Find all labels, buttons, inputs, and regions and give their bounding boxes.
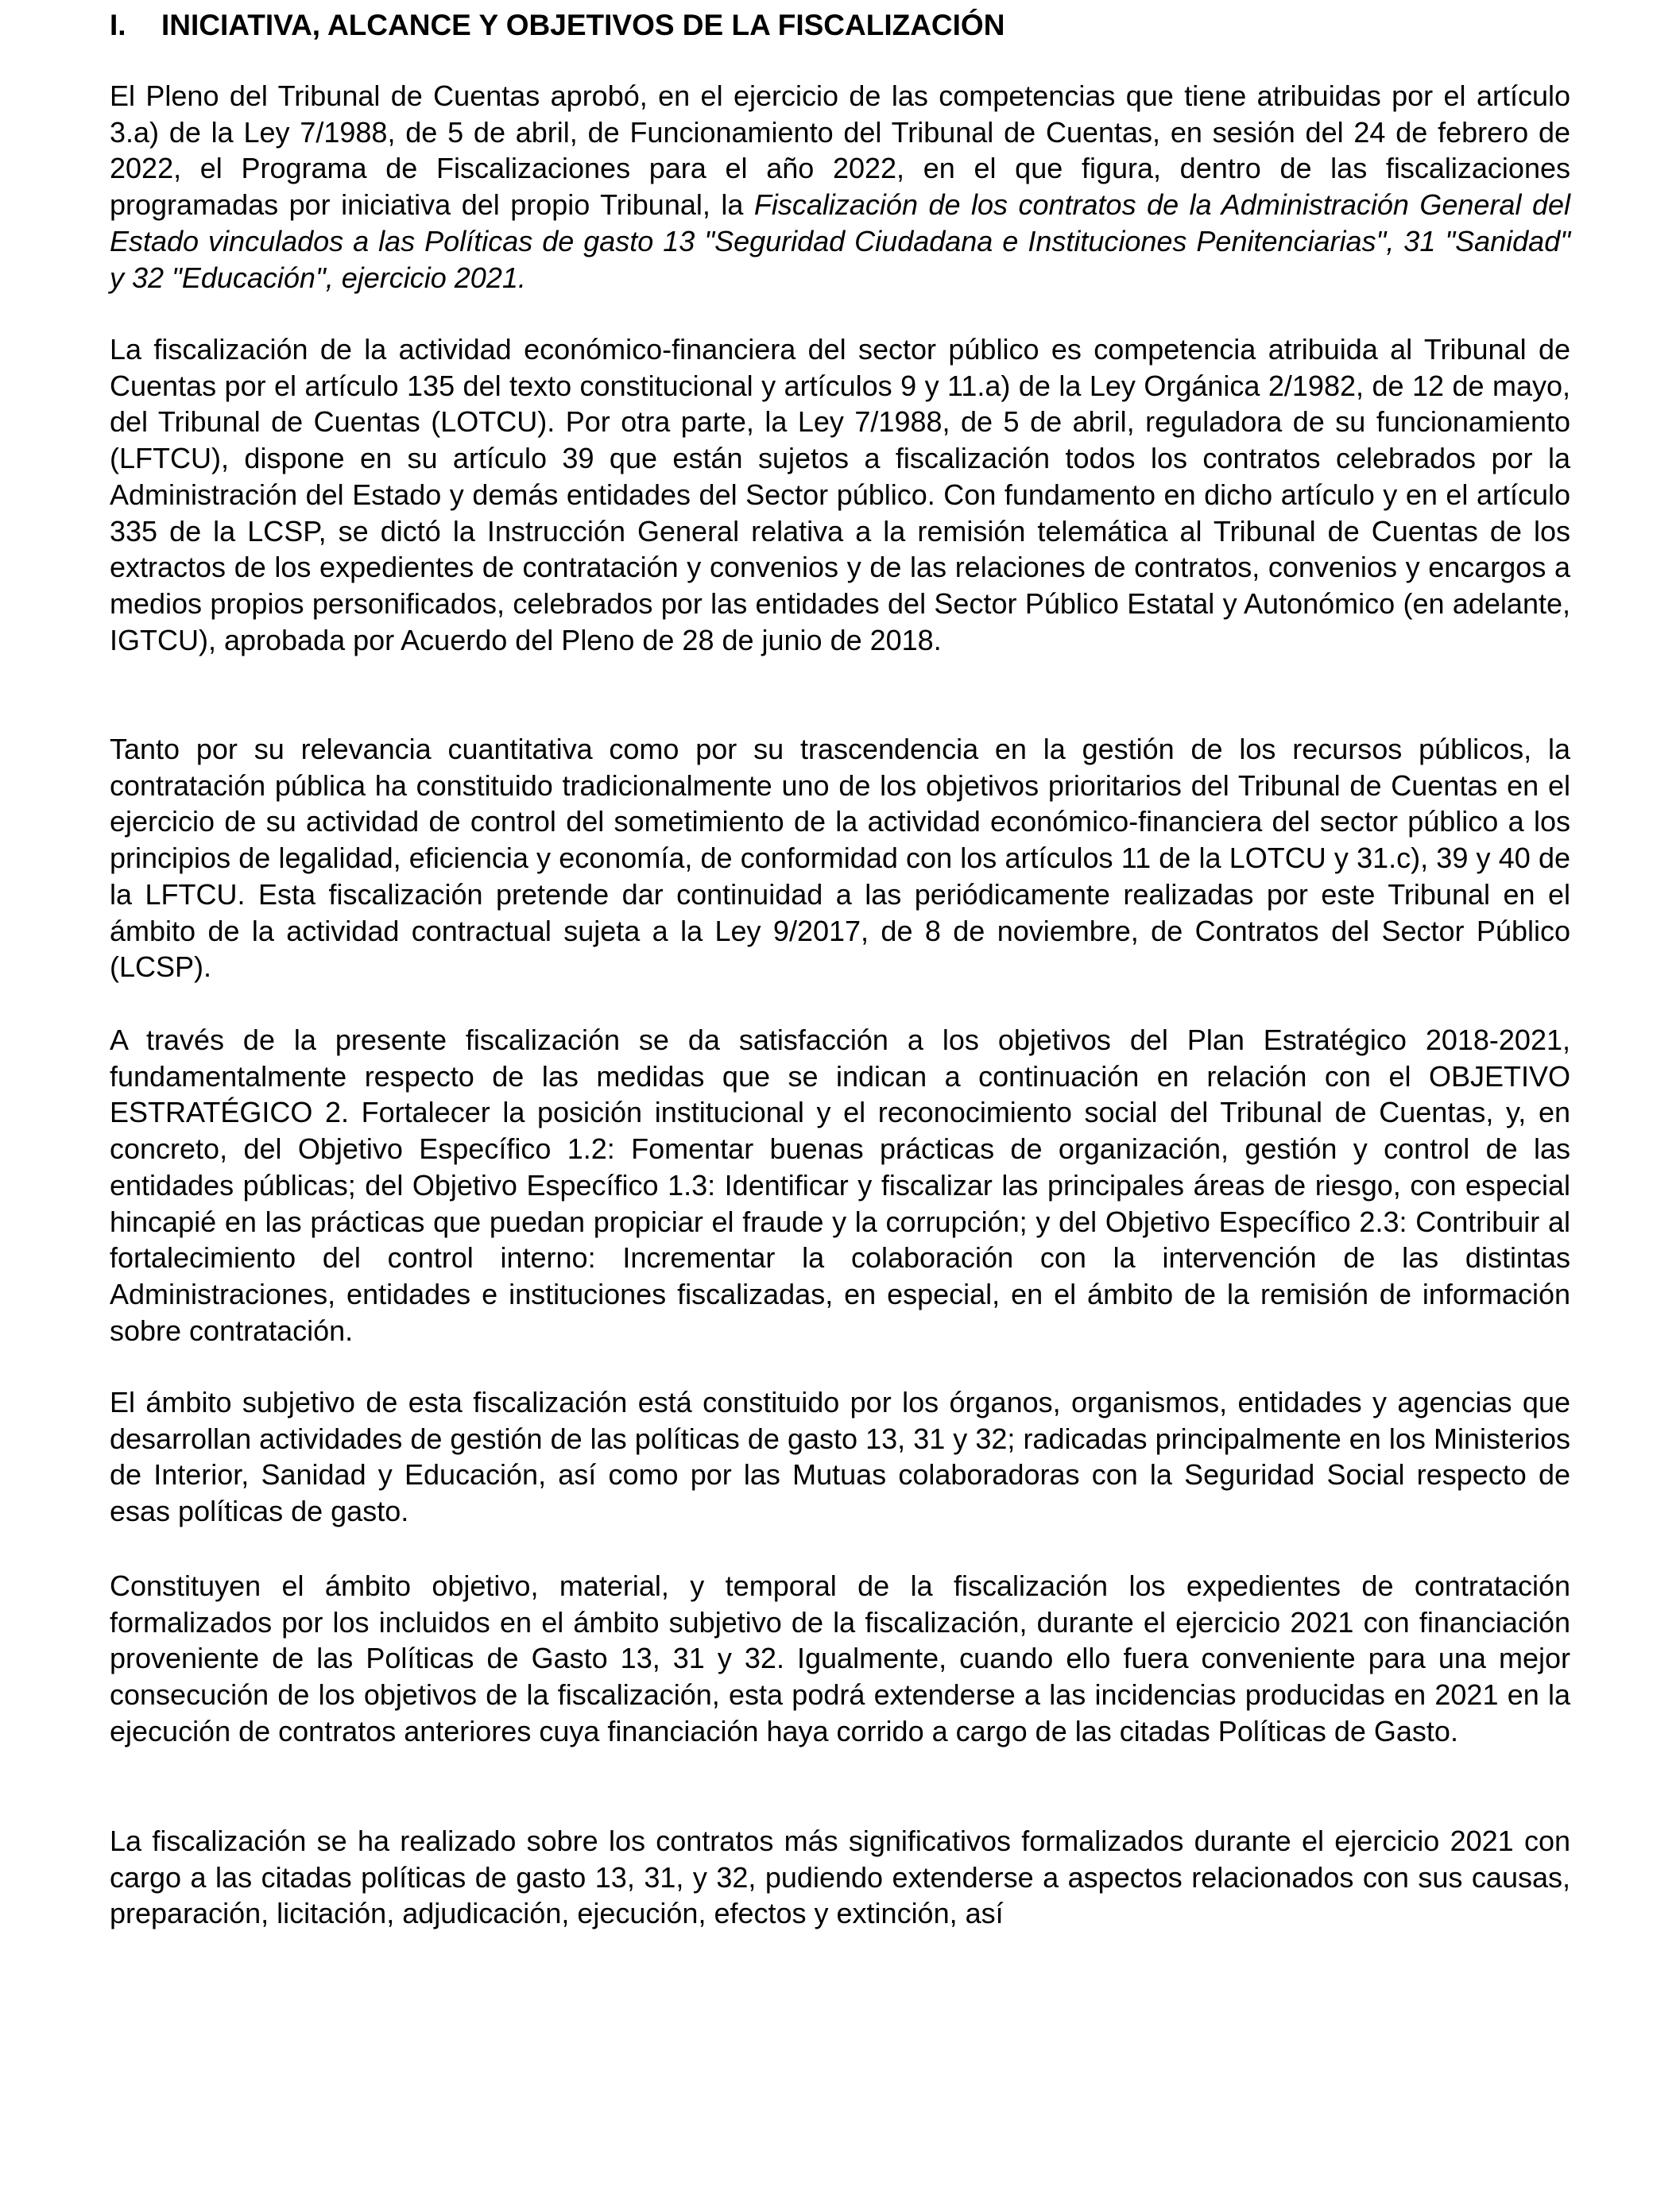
paragraph-programa-fiscalizaciones [110,78,1570,296]
section-title: INICIATIVA, ALCANCE Y OBJETIVOS DE LA FISCALIZACIÓN [161,9,1005,41]
section-heading [110,8,1570,43]
paragraph-ambito-objetivo: Constituyen el ámbito objetivo, material, y temporal de la fiscalización los expedientes de contratación formalizados por los incluidos en el ámbito subjetivo de la fiscalización, durante el ejercicio 2021 con financiación proveniente de las Políticas de Gasto 13, 31 y 32. Igualmente, cuando ello fuera conveniente para una mejor consecución de los objetivos de la fiscalización, esta podrá extenderse a las incidencias producidas en 2021 en la ejecución de contratos anteriores cuya financiación haya corrido a cargo de las citadas Políticas de Gasto. [110,1569,1570,1747]
paragraph-competencia: La fiscalización de la actividad económico-financiera del sector público es competencia atribuida al Tribunal de Cuentas por el artículo 135 del texto constitucional y artículos 9 y 11.a) de la Ley Orgánica 2/1982, de 12 de mayo, del Tribunal de Cuentas (LOTCU). Por otra parte, la Ley 7/1988, de 5 de abril, reguladora de su funcionamiento (LFTCU), dispone en su artículo 39 que están sujetos a fiscalización todos los contratos celebrados por la Administración del Estado y demás entidades del Sector público. Con fundamento en dicho artículo y en el artículo 335 de la LCSP, se dictó la Instrucción General relativa a la remisión telemática al Tribunal de Cuentas de los extractos de los expedientes de contratación y convenios y de las relaciones de contratos, convenios y encargos a medios propios personificados, celebrados por las entidades del Sector Público Estatal y Autonómico (en adelante, IGTCU), aprobada por Acuerdo del Pleno de 28 de junio de 2018. [110,333,1570,656]
paragraph-text: El Pleno del Tribunal de Cuentas aprobó, en el ejercicio de las competencias que tiene atribuidas por el artículo 3.a) de la Ley 7/1988, de 5 de abril, de Funcionamiento del Tribunal de Cuentas, en sesión del 24 de febrero de 2022, el Programa de Fiscalizaciones para el año 2022, en el que figura, dentro de las fiscalizaciones programadas por iniciativa del propio Tribunal, la [110,79,1570,222]
paragraph-relevancia-contratacion: Tanto por su relevancia cuantitativa como por su trascendencia en la gestión de los recursos públicos, la contratación pública ha constituido tradicionalmente uno de los objetivos prioritarios del Tribunal de Cuentas en el ejercicio de su actividad de control del sometimiento de la actividad económico-financiera del sector público a los principios de legalidad, eficiencia y economía, de conformidad con los artículos 11 de la LOTCU y 31.c), 39 y 40 de la LFTCU. Esta fiscalización pretende dar continuidad a las periódicamente realizadas por este Tribunal en el ámbito de la actividad contractual sujeta a la Ley 9/2017, de 8 de noviembre, de Contratos del Sector Público (LCSP). [110,733,1570,984]
section-number: I. [110,9,126,41]
paragraph-plan-estrategico: A través de la presente fiscalización se da satisfacción a los objetivos del Plan Estratégico 2018-2021, fundamentalmente respecto de las medidas que se indican a continuación en relación con el OBJETIVO ESTRATÉGICO 2. Fortalecer la posición institucional y el reconocimiento social del Tribunal de Cuentas, y, en concreto, del Objetivo Específico 1.2: Fomentar buenas prácticas de organización, gestión y control de las entidades públicas; del Objetivo Específico 1.3: Identificar y fiscalizar las principales áreas de riesgo, con especial hincapié en las prácticas que puedan propiciar el fraude y la corrupción; y del Objetivo Específico 2.3: Contribuir al fortalecimiento del control interno: Incrementar la colaboración con la intervención de las distintas Administraciones, entidades e instituciones fiscalizadas, en especial, en el ámbito de la remisión de información sobre contratación. [110,1024,1570,1347]
paragraph-contratos-significativos: La fiscalización se ha realizado sobre los contratos más significativos formalizados durante el ejercicio 2021 con cargo a las citadas políticas de gasto 13, 31, y 32, pudiendo extenderse a aspectos relacionados con sus causas, preparación, licitación, adjudicación, ejecución, efectos y extinción, así [110,1825,1570,1930]
fiscalizacion-title-italic: Fiscalización de los contratos de la Administración General del Estado vinculados a las Políticas de gasto 13 "Seguridad Ciudadana e Instituciones Penitenciarias", 31 "Sanidad" y 32 "Educación", ejercicio 2021. [110,188,1570,294]
paragraph-ambito-subjetivo: El ámbito subjetivo de esta fiscalización está constituido por los órganos, organismos, entidades y agencias que desarrollan actividades de gestión de las políticas de gasto 13, 31 y 32; radicadas principalmente en los Ministerios de Interior, Sanidad y Educación, así como por las Mutuas colaboradoras con la Seguridad Social respecto de esas políticas de gasto. [110,1386,1570,1528]
